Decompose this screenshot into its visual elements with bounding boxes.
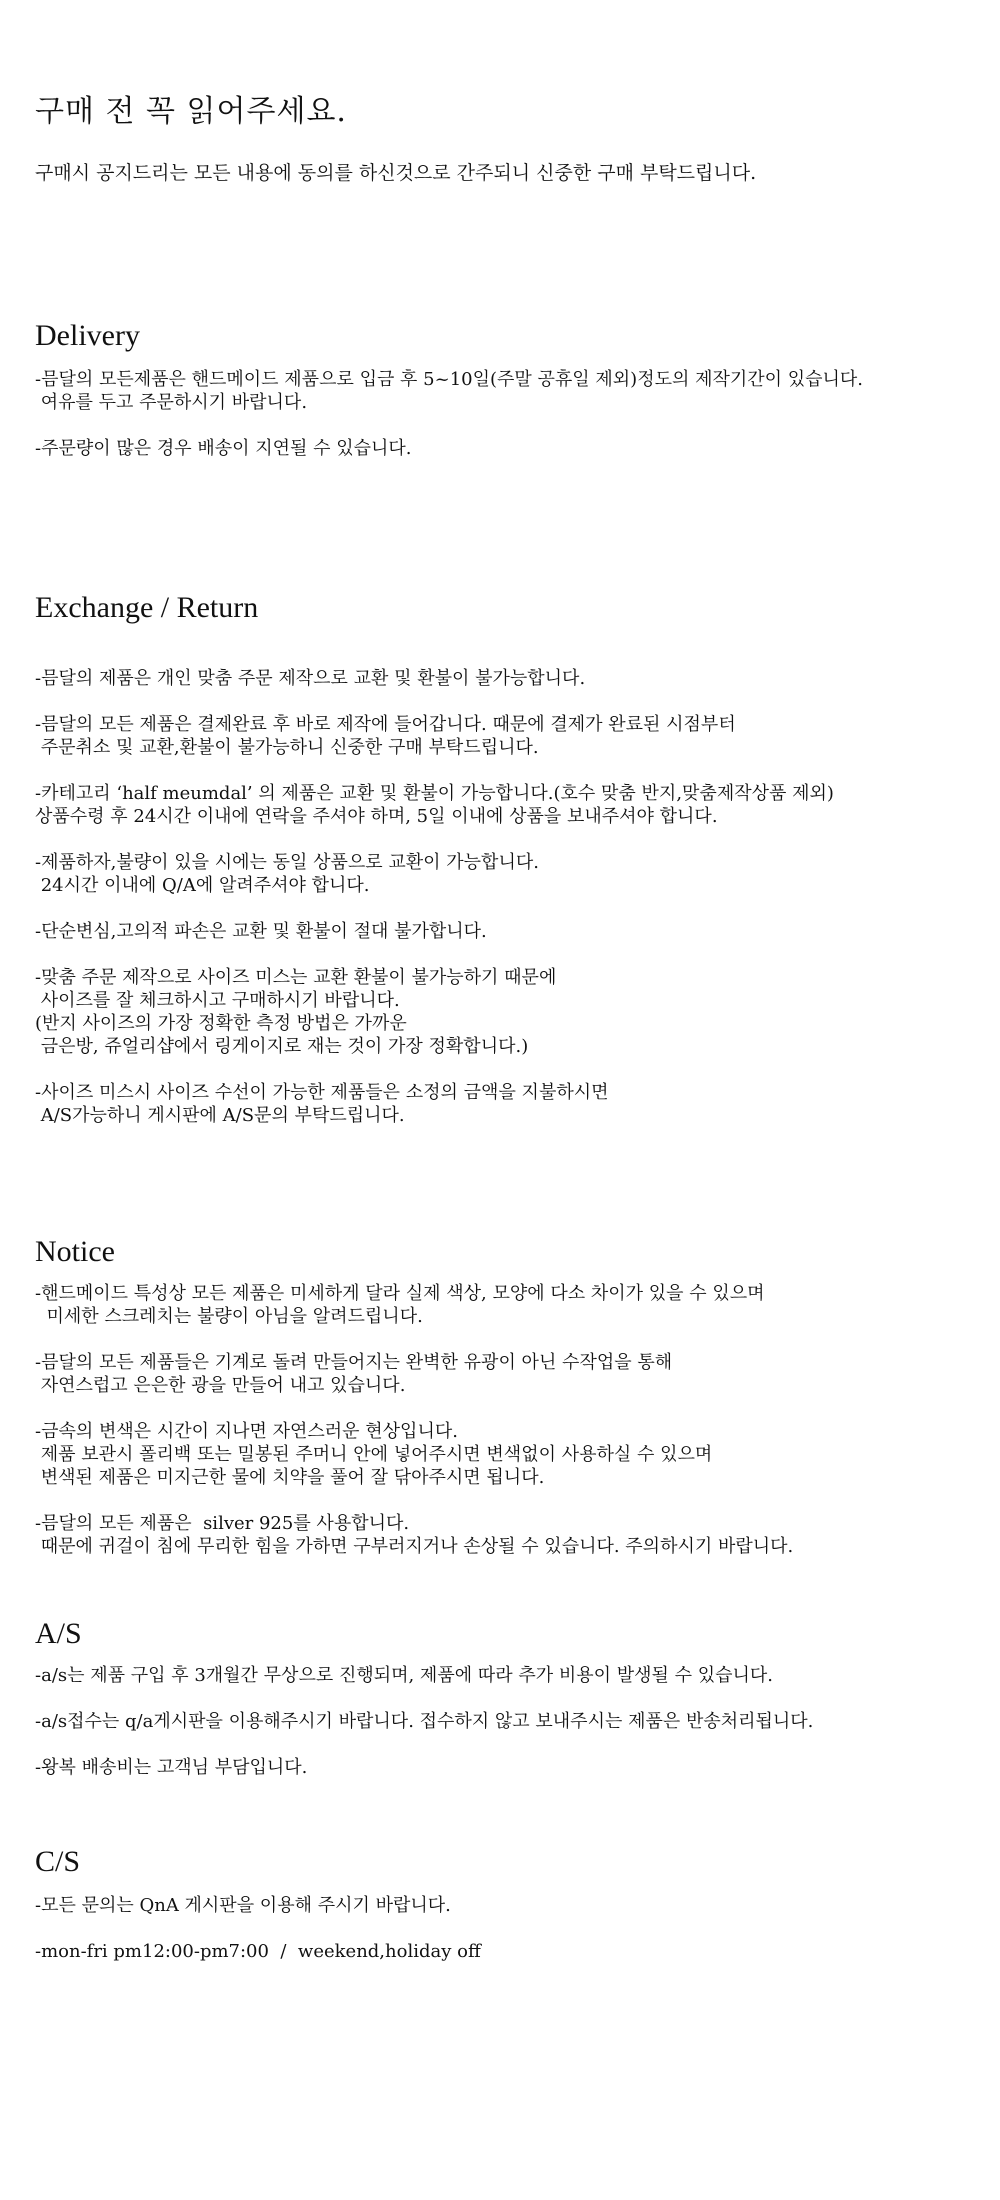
as-section (35, 1664, 985, 1779)
exchange-paragraph: -단순변심,고의적 파손은 교환 및 환불이 절대 불가합니다. (35, 921, 487, 942)
cs-paragraph: -mon-fri pm12:00-pm7:00 / weekend,holiday off (35, 1941, 481, 1962)
exchange-paragraph: -믐달의 모든 제품은 결제완료 후 바로 제작에 들어갑니다. 때문에 결제가 완료된 시점부터 주문취소 및 교환,환불이 불가능하니 신중한 구매 부탁드립니다. (35, 714, 736, 758)
delivery-section (35, 368, 985, 460)
as-paragraph: -a/s는 제품 구입 후 3개월간 무상으로 진행되며, 제품에 따라 추가 비용이 발생될 수 있습니다. (35, 1665, 773, 1686)
as-paragraph: -왕복 배송비는 고객님 부담입니다. (35, 1757, 308, 1778)
notice-paragraph: -믐달의 모든 제품들은 기계로 돌려 만들어지는 완벽한 유광이 아닌 수작업을 통해 자연스럽고 은은한 광을 만들어 내고 있습니다. (35, 1352, 673, 1396)
notice-title: Notice (35, 1235, 115, 1268)
intro-text: 구매시 공지드리는 모든 내용에 동의를 하신것으로 간주되니 신중한 구매 부탁드립니다. (35, 162, 757, 184)
exchange-paragraph: -카테고리 ‘half meumdal’ 의 제품은 교환 및 환불이 가능합니다.(호수 맞춤 반지,맞춤제작상품 제외) 상품수령 후 24시간 이내에 연락을 주셔야 하며, 5일 이내에 상품을 보내주셔야 합니다. (35, 783, 834, 827)
exchange-title: Exchange / Return (35, 591, 259, 624)
exchange-paragraph: -믐달의 제품은 개인 맞춤 주문 제작으로 교환 및 환불이 불가능합니다. (35, 668, 586, 689)
cs-section (35, 1894, 985, 1963)
cs-paragraph: -모든 문의는 QnA 게시판을 이용해 주시기 바랍니다. (35, 1895, 451, 1916)
page-title: 구매 전 꼭 읽어주세요. (35, 94, 347, 129)
as-paragraph: -a/s접수는 q/a게시판을 이용해주시기 바랍니다. 접수하지 않고 보내주시는 제품은 반송처리됩니다. (35, 1711, 814, 1732)
exchange-paragraph: -제품하자,불량이 있을 시에는 동일 상품으로 교환이 가능합니다. 24시간 이내에 Q/A에 알려주셔야 합니다. (35, 852, 539, 896)
delivery-paragraph: -믐달의 모든제품은 핸드메이드 제품으로 입금 후 5~10일(주말 공휴일 제외)정도의 제작기간이 있습니다. 여유를 두고 주문하시기 바랍니다. (35, 369, 864, 413)
notice-paragraph: -금속의 변색은 시간이 지나면 자연스러운 현상입니다. 제품 보관시 폴리백 또는 밀봉된 주머니 안에 넣어주시면 변색없이 사용하실 수 있으며 변색된 제품은 미지근한 물에 치약을 풀어 잘 닦아주시면 됩니다. (35, 1421, 713, 1488)
notice-paragraph: -믐달의 모든 제품은 silver 925를 사용합니다. 때문에 귀걸이 침에 무리한 힘을 가하면 구부러지거나 손상될 수 있습니다. 주의하시기 바랍니다. (35, 1513, 794, 1557)
notice-paragraph: -핸드메이드 특성상 모든 제품은 미세하게 달라 실제 색상, 모양에 다소 차이가 있을 수 있으며 미세한 스크레치는 불량이 아님을 알려드립니다. (35, 1283, 765, 1327)
notice-section (35, 1282, 985, 1558)
delivery-title: Delivery (35, 319, 140, 352)
exchange-paragraph: -맞춤 주문 제작으로 사이즈 미스는 교환 환불이 불가능하기 때문에 사이즈를 잘 체크하시고 구매하시기 바랍니다. (반지 사이즈의 가장 정확한 측정 방법은 가까운 금은방, 쥬얼리샵에서 링게이지로 재는 것이 가장 정확합니다.) (35, 967, 557, 1057)
exchange-paragraph: -사이즈 미스시 사이즈 수선이 가능한 제품들은 소정의 금액을 지불하시면 A/S가능하니 게시판에 A/S문의 부탁드립니다. (35, 1082, 609, 1126)
exchange-section (35, 667, 985, 1127)
as-title: A/S (35, 1617, 82, 1650)
cs-title: C/S (35, 1845, 81, 1878)
delivery-paragraph: -주문량이 많은 경우 배송이 지연될 수 있습니다. (35, 438, 412, 459)
